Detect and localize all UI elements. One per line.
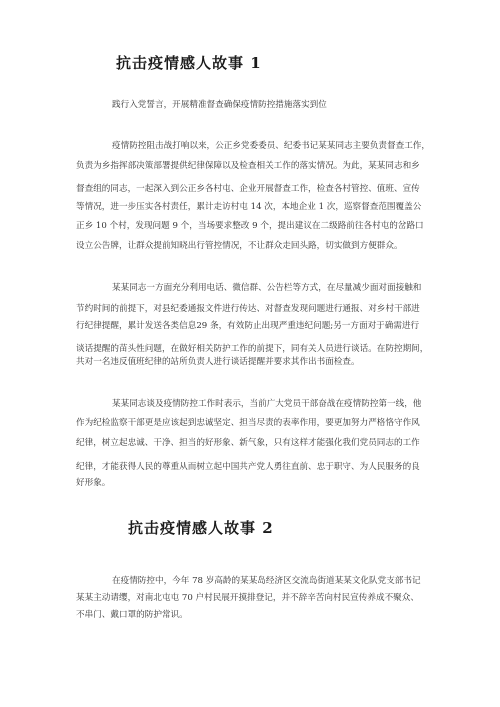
story1-title: 抗击疫情感人故事 1 bbox=[116, 54, 262, 72]
story2-line-3: 不串门、戴口罩的防护常识。 bbox=[76, 610, 188, 620]
story1-line-8: 某某同志一方面充分利用电话、微信群、公告栏等方式，在尽量减少面对面接触和 bbox=[112, 283, 422, 293]
story1-line-1: 践行入党誓言，开展精准督查确保疫情防控措施落实到位 bbox=[112, 100, 327, 110]
story1-line-2: 疫情防控阻击战打响以来，公正乡党委委员、纪委书记某某同志主要负责督查工作， bbox=[112, 141, 430, 151]
story2-line-1: 在疫情防控中，今年 78 岁高龄的某某岛经济区交流岛街道某某文化队党支部书记 bbox=[112, 576, 421, 586]
story1-line-5: 等情况，进一步压实各村责任，累计走访村屯 14 次，本地企业 1 次，巡察督查范围覆盖公 bbox=[76, 202, 422, 212]
story1-line-15: 纪律，树立起忠诚、干净、担当的好形象、新气象，只有这样才能强化我们党员同志的工作 bbox=[76, 438, 420, 448]
story1-line-17: 好形象。 bbox=[76, 478, 111, 488]
story1-line-10: 行纪律提醒，累计发送各类信息29 条，有效防止出现严重违纪问题;另一方面对于确需进行 bbox=[76, 321, 420, 331]
story1-line-3: 负责为乡指挥部决策部署提供纪律保障以及检查相关工作的落实情况。为此，某某同志和乡 bbox=[76, 161, 420, 171]
story2-title: 抗击疫情感人故事 2 bbox=[128, 519, 274, 537]
story1-line-16: 纪律，才能获得人民的尊重从而树立起中国共产党人勇往直前、忠于职守、为人民服务的良 bbox=[76, 462, 420, 472]
story1-line-11: 谈话提醒的苗头性问题，在做好相关防护工作的前提下，同有关人员进行谈话。在防控期间， bbox=[76, 344, 429, 354]
story1-line-13: 某某同志谈及疫情防控工作时表示，当前广大党员干部奋战在疫情防控第一线，他 bbox=[112, 399, 422, 409]
story1-line-4: 督查组的同志，一起深入到公正乡各村屯、企业开展督查工作，检查各村管控、值班、宣传 bbox=[76, 184, 420, 194]
story1-line-14: 作为纪检监察干部更是应该起到忠诚坚定、担当尽责的表率作用，要更加努力严格恪守作风 bbox=[76, 418, 420, 428]
story1-line-9: 节约时间的前提下，对县纪委通报文件进行传达、对督查发现问题进行通报、对乡村干部进 bbox=[76, 304, 420, 314]
story1-line-6: 正乡 10 个村，发现问题 9 个，当场要求整改 9 个，提出建议在二级路前往各村屯的岔路口 bbox=[76, 221, 424, 231]
story1-line-7: 设立公告牌，让群众提前知晓出行管控情况，不让群众走回头路，切实做到方便群众。 bbox=[76, 241, 403, 251]
story2-line-2: 某某主动请缨，对南北屯屯 70 户村民展开摸排登记，并不辞辛苦向村民宣传养成不聚众、 bbox=[76, 593, 419, 603]
story1-line-12: 共对一名违反值班纪律的站所负责人进行谈话提醒并要求其作出书面检查。 bbox=[76, 357, 360, 367]
